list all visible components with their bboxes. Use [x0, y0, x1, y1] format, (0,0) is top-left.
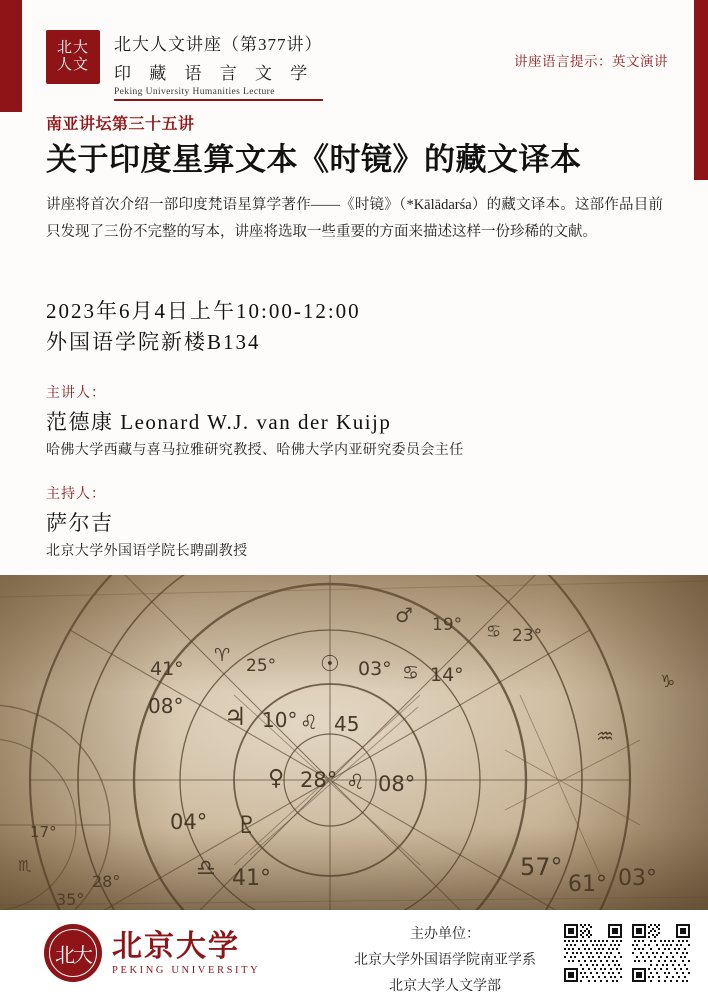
speaker-block	[46, 382, 666, 459]
lecture-series-english: Peking University Humanities Lecture	[114, 87, 275, 97]
lecture-topic-field: 印 藏 语 言 文 学	[114, 64, 315, 83]
page-title: 关于印度星算文本《时镜》的藏文译本	[46, 142, 582, 177]
poster-header	[46, 30, 323, 101]
organizers-block	[330, 922, 560, 1000]
seal-line-2: 人文	[56, 57, 89, 73]
pku-seal-text: 北大	[55, 944, 91, 967]
humanities-seal-logo	[46, 30, 100, 84]
decorative-bar-right-top	[694, 0, 708, 180]
pku-wordmark	[112, 930, 260, 976]
seal-line-1: 北大	[56, 40, 89, 56]
qr-code-left-icon[interactable]	[564, 924, 622, 982]
poster-footer	[0, 910, 708, 1001]
host-block	[46, 483, 666, 560]
qr-code-group	[564, 924, 690, 982]
people-spacer	[46, 459, 666, 483]
host-affiliation: 北京大学外国语学院长聘副教授	[46, 544, 248, 559]
language-note: 讲座语言提示：英文演讲	[514, 54, 668, 69]
lecture-series-number: 北大人文讲座（第377讲）	[114, 35, 323, 54]
series-label: 南亚讲坛第三十五讲	[46, 116, 195, 133]
pku-logo	[44, 924, 260, 982]
speaker-name: 范德康 Leonard W.J. van der Kuijp	[46, 410, 392, 434]
event-datetime: 2023年6月4日上午10:00-12:00	[46, 299, 361, 323]
organizer-title: 主办单位：	[410, 927, 480, 942]
organizer-item-1: 北京大学外国语学院南亚学系	[354, 952, 536, 968]
header-text-block	[114, 30, 323, 101]
host-role-label: 主持人：	[46, 487, 106, 502]
pku-seal-icon	[44, 924, 102, 982]
people-section	[46, 382, 666, 560]
speaker-role-label: 主讲人：	[46, 386, 106, 401]
decorative-bar-left-top	[0, 0, 22, 112]
pku-name-cn: 北京大学	[112, 930, 240, 963]
speaker-affiliation: 哈佛大学西藏与喜马拉雅研究教授、哈佛大学内亚研究委员会主任	[46, 443, 464, 458]
qr-code-right-icon[interactable]	[632, 924, 690, 982]
pku-name-en: PEKING UNIVERSITY	[112, 965, 261, 976]
organizer-item-2: 北京大学人文学部	[389, 978, 501, 994]
host-name: 萨尔吉	[46, 511, 114, 535]
astrological-chart-photo	[0, 575, 708, 910]
abstract-text: 讲座将首次介绍一部印度梵语星算学著作——《时镜》（*Kālādarśa）的藏文译本。这部作品目前只发现了三份不完整的写本，讲座将选取一些重要的方面来描述这样一份珍稀的文献。	[46, 197, 663, 240]
event-venue: 外国语学院新楼B134	[46, 330, 261, 354]
